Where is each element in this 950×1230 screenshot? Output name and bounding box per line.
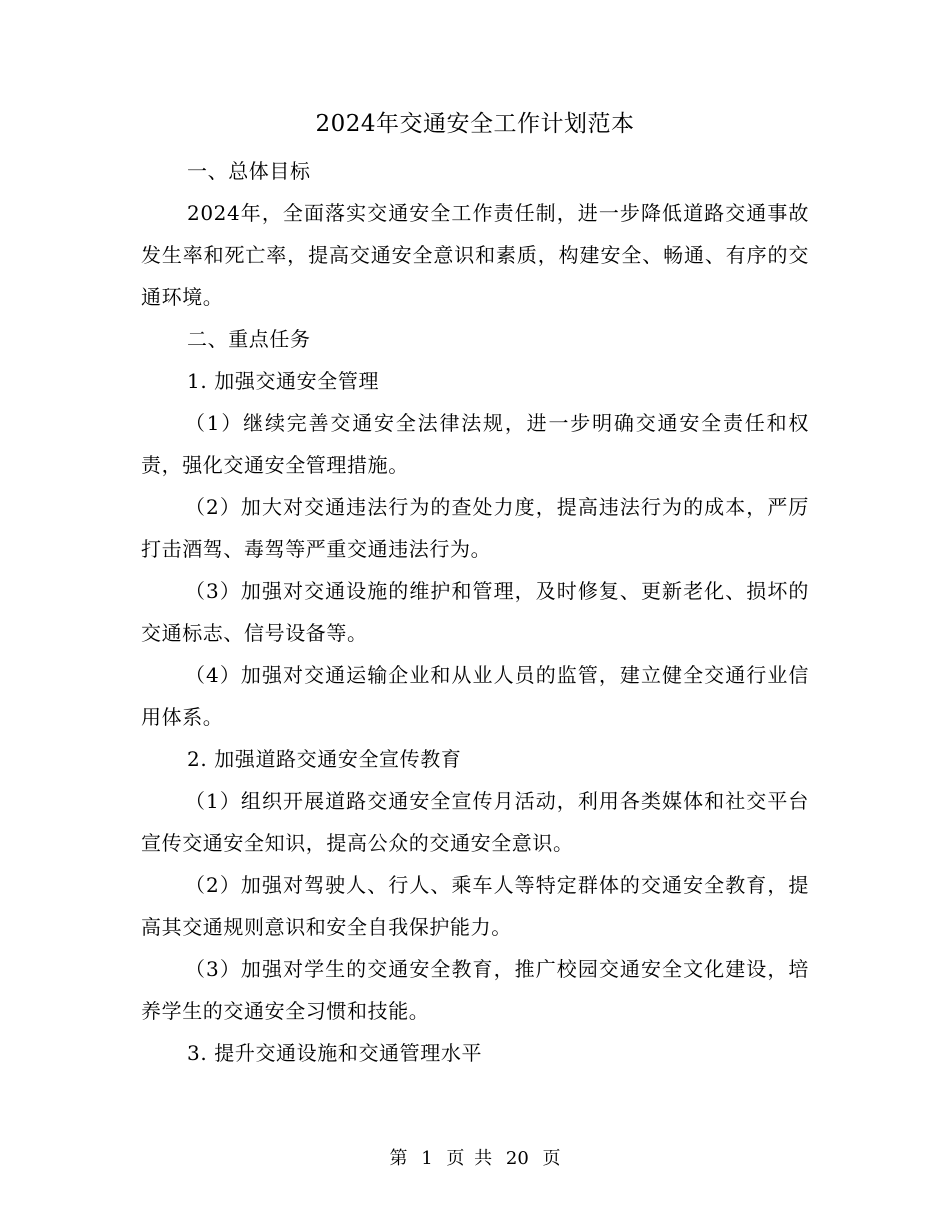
footer-total-pages: 20	[505, 1148, 529, 1169]
list-item-management-1: （1）继续完善交通安全法律法规，进一步明确交通安全责任和权责，强化交通安全管理措施。	[141, 411, 809, 477]
paragraph-goals: 2024年，全面落实交通安全工作责任制，进一步降低道路交通事故发生率和死亡率，提高交通安全意识和素质，构建安全、畅通、有序的交通环境。	[141, 201, 809, 309]
document-body	[141, 150, 809, 1074]
page-footer	[0, 1144, 950, 1174]
footer-prefix: 第	[389, 1148, 408, 1169]
footer-current-page: 1	[421, 1148, 433, 1169]
list-item-management-4: （4）加强对交通运输企业和从业人员的监管，建立健全交通行业信用体系。	[141, 663, 809, 729]
subheading-management: 1. 加强交通安全管理	[187, 369, 380, 393]
document-title: 2024年交通安全工作计划范本	[315, 111, 635, 137]
list-item-management-2: （2）加大对交通违法行为的查处力度，提高违法行为的成本，严厉打击酒驾、毒驾等严重交通违法行为。	[141, 495, 809, 561]
list-item-education-3: （3）加强对学生的交通安全教育，推广校园交通安全文化建设，培养学生的交通安全习惯和技能。	[141, 957, 809, 1023]
list-item-management-3: （3）加强对交通设施的维护和管理，及时修复、更新老化、损坏的交通标志、信号设备等。	[141, 579, 809, 645]
section-heading-tasks: 二、重点任务	[187, 327, 311, 351]
list-item-education-1: （1）组织开展道路交通安全宣传月活动，利用各类媒体和社交平台宣传交通安全知识，提高公众的交通安全意识。	[141, 789, 809, 855]
footer-suffix: 页	[542, 1148, 561, 1169]
list-item-education-2: （2）加强对驾驶人、行人、乘车人等特定群体的交通安全教育，提高其交通规则意识和安全自我保护能力。	[141, 873, 809, 939]
section-heading-goals: 一、总体目标	[187, 159, 311, 183]
subheading-education: 2. 加强道路交通安全宣传教育	[187, 747, 462, 771]
footer-middle: 页 共	[446, 1148, 493, 1169]
subheading-facilities: 3. 提升交通设施和交通管理水平	[187, 1041, 483, 1065]
